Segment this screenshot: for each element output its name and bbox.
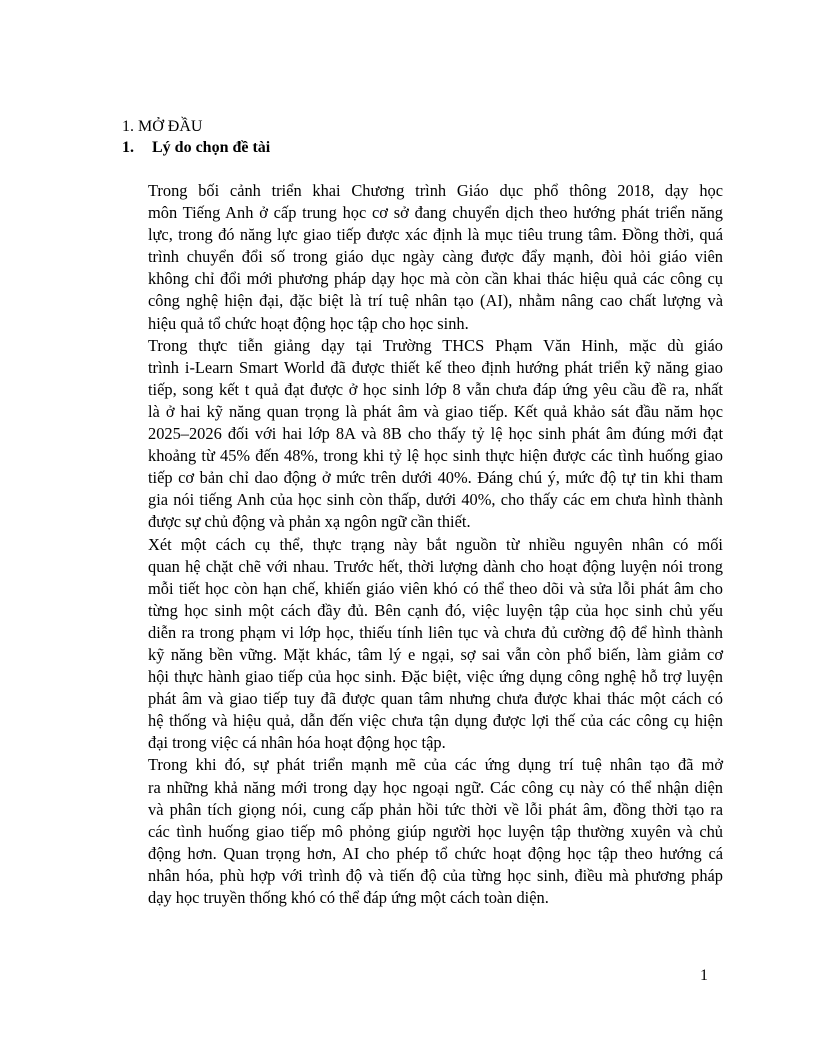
paragraph-line: trình chuyển đổi số trong giáo dục ngày càng được đẩy mạnh, đòi hỏi giáo viên [148, 247, 723, 267]
paragraph-line: tiếp, song kết t quả đạt được ở học sinh lớp 8 vẫn chưa đáp ứng yêu cầu đề ra, nhất [148, 379, 723, 399]
paragraph-line: các tình huống giao tiếp mô phỏng giúp người học luyện tập thường xuyên và chủ [148, 821, 723, 841]
paragraph-line: 2025–2026 đối với hai lớp 8A và 8B cho thấy tỷ lệ học sinh phát âm đúng mới đạt [148, 424, 723, 444]
paragraph-line: là ở hai kỹ năng quan trọng là phát âm và giao tiếp. Kết quả khảo sát đầu năm học [148, 401, 723, 421]
paragraph-line: từng học sinh một cách đầy đủ. Bên cạnh đó, việc luyện tập của học sinh chủ yếu [148, 600, 723, 620]
paragraph-line: trình i-Learn Smart World đã được thiết kế theo định hướng phát triển kỹ năng giao [148, 357, 723, 377]
paragraph-line: mỗi tiết học còn hạn chế, khiến giáo viên khó có thể theo dõi và sửa lỗi phát âm cho [148, 578, 723, 598]
paragraph-line: nhân hóa, phù hợp với trình độ và tiến độ của từng học sinh, điều mà phương pháp [148, 865, 723, 885]
paragraph [122, 180, 723, 335]
body-text [122, 180, 723, 909]
paragraph-line: không chỉ đổi mới phương pháp dạy học mà còn cần khai thác hiệu quả các công cụ [148, 269, 723, 289]
paragraph-line: quan hệ chặt chẽ với nhau. Trước hết, thời lượng dành cho hoạt động luyện nói trong [148, 556, 723, 576]
sub-heading-number: 1. [122, 139, 134, 156]
paragraph-line: động hơn. Quan trọng hơn, AI cho phép tổ chức hoạt động học tập theo hướng cá [148, 843, 723, 863]
paragraph-line: kỹ năng bền vững. Mặt khác, tâm lý e ngại, sợ sai vẫn còn phổ biến, làm giảm cơ [148, 644, 723, 664]
paragraph-line: và phân tích giọng nói, cung cấp phản hồi tức thời về lỗi phát âm, đồng thời tạo ra [148, 799, 723, 819]
paragraph-line: hiệu quả tổ chức hoạt động học tập cho học sinh. [148, 313, 469, 333]
paragraph-line: môn Tiếng Anh ở cấp trung học cơ sở đang chuyển dịch theo hướng phát triển năng [148, 203, 723, 223]
paragraph-line: phát âm và giao tiếp tuy đã được quan tâm nhưng chưa được khai thác một cách có [148, 689, 723, 709]
paragraph-line: hệ thống và hiệu quả, dẫn đến việc chưa tận dụng được lợi thế của các công cụ hiện [148, 711, 723, 731]
paragraph-line: được sự chủ động và phản xạ ngôn ngữ cần thiết. [148, 512, 471, 532]
paragraph [122, 534, 723, 755]
paragraph [122, 754, 723, 909]
paragraph-line: đại trong việc cá nhân hóa hoạt động học tập. [148, 733, 446, 753]
paragraph-line: Xét một cách cụ thể, thực trạng này bắt nguồn từ nhiều nguyên nhân có mối [148, 534, 723, 554]
paragraph-line: Trong khi đó, sự phát triển mạnh mẽ của các ứng dụng trí tuệ nhân tạo đã mở [148, 755, 723, 775]
sub-heading-title: Lý do chọn đề tài [152, 139, 271, 156]
page-number: 1 [700, 967, 708, 984]
paragraph [122, 335, 723, 534]
paragraph-line: lực, trong đó năng lực giao tiếp được xác định là mục tiêu trung tâm. Đồng thời, quá [148, 225, 723, 245]
paragraph-line: tiếp cơ bản chỉ dao động ở mức trên dưới 40%. Đáng chú ý, mức độ tự tin khi tham [148, 468, 723, 488]
sub-heading [122, 138, 270, 158]
paragraph-line: diễn ra trong phạm vi lớp học, thiếu tính liên tục và chưa đủ cường độ để hình thành [148, 622, 723, 642]
paragraph-line: hội thực hành giao tiếp của học sinh. Đặc biệt, việc ứng dụng công nghệ hỗ trợ luyện [148, 667, 723, 687]
paragraph-line: Trong bối cảnh triển khai Chương trình Giáo dục phổ thông 2018, dạy học [148, 181, 723, 200]
paragraph-line: gia nói tiếng Anh của học sinh còn thấp, dưới 40%, cho thấy các em chưa hình thành [148, 490, 723, 510]
paragraph-line: ra những khả năng mới trong dạy học ngoại ngữ. Các công cụ này có thể nhận diện [148, 777, 723, 797]
paragraph-line: khoảng từ 45% đến 48%, trong khi tỷ lệ học sinh thực hiện được các tình huống giao [148, 446, 723, 466]
paragraph-line: công nghệ hiện đại, đặc biệt là trí tuệ nhân tạo (AI), nhằm nâng cao chất lượng và [148, 291, 723, 311]
section-heading: 1. MỞ ĐẦU [122, 118, 203, 135]
paragraph-line: dạy học truyền thống khó có thể đáp ứng một cách toàn diện. [148, 888, 549, 907]
paragraph-line: Trong thực tiễn giảng dạy tại Trường THCS Phạm Văn Hinh, mặc dù giáo [148, 335, 723, 355]
